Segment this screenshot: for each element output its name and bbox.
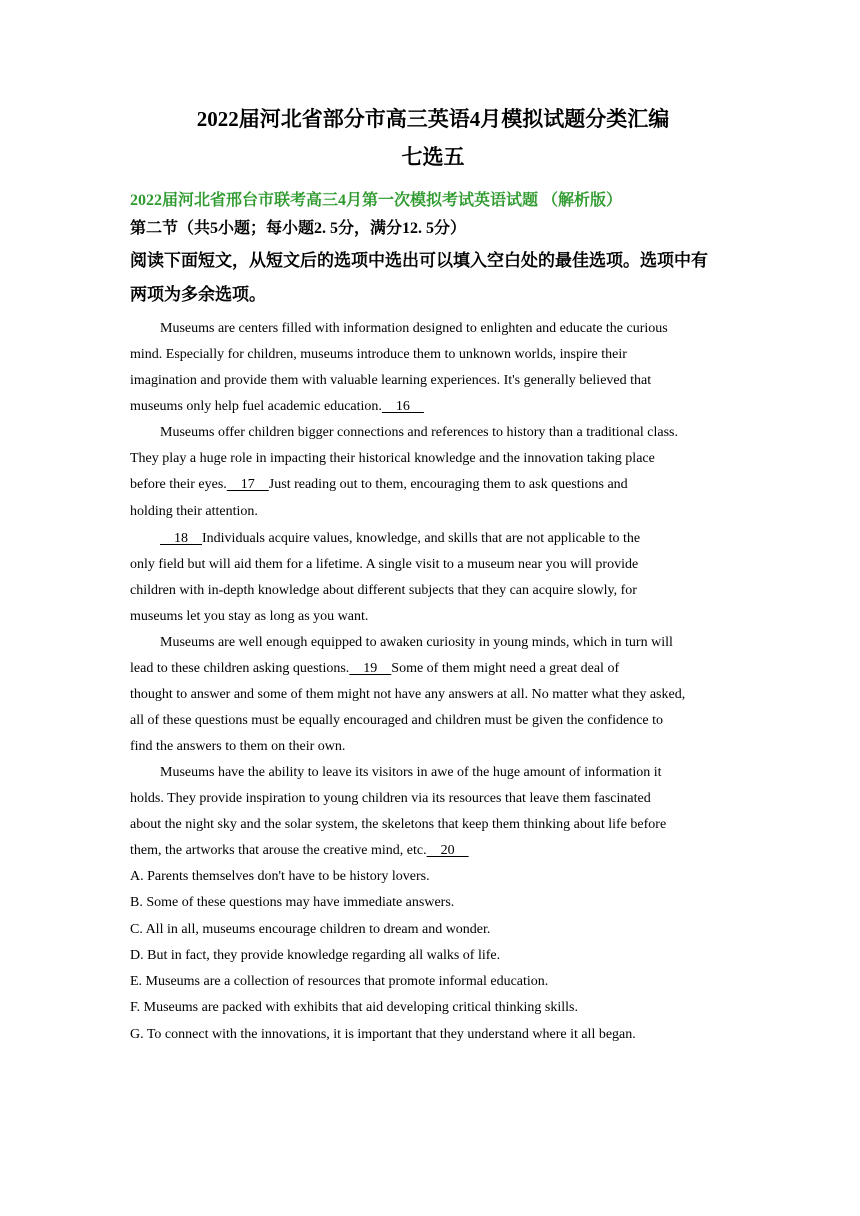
- paragraph-line: Museums offer children bigger connections and references to history than a traditional class.: [160, 425, 678, 440]
- passage-paragraph-5: [130, 760, 736, 864]
- passage-paragraph-2: [130, 420, 736, 526]
- document-title: 2022届河北省部分市高三英语4月模拟试题分类汇编: [196, 107, 670, 131]
- option-f: F. Museums are packed with exhibits that aid developing critical thinking skills.: [130, 1000, 578, 1016]
- blank-19: 19: [349, 661, 392, 676]
- passage-paragraph-1: [130, 316, 736, 420]
- document-page: [130, 100, 736, 1048]
- paragraph-text: Individuals acquire values, knowledge, and skills that are not applicable to the: [202, 531, 641, 546]
- paragraph-line: thought to answer and some of them might not have any answers at all. No matter what they asked,: [130, 687, 686, 702]
- blank-20: 20: [426, 843, 469, 858]
- paragraph-line: about the night sky and the solar system, the skeletons that keep them thinking about life before: [130, 817, 667, 832]
- option-d: D. But in fact, they provide knowledge regarding all walks of life.: [130, 947, 501, 963]
- option-b: B. Some of these questions may have immediate answers.: [130, 895, 455, 911]
- paragraph-line: Museums have the ability to leave its visitors in awe of the huge amount of information it: [160, 765, 662, 780]
- blank-17: 17: [226, 477, 269, 492]
- paragraph-text: museums only help fuel academic education.: [130, 399, 382, 414]
- paragraph-line: Museums are well enough equipped to awaken curiosity in young minds, which in turn will: [160, 635, 673, 650]
- paragraph-line: mind. Especially for children, museums introduce them to unknown worlds, inspire their: [130, 347, 627, 362]
- paragraph-text: lead to these children asking questions.: [130, 661, 350, 676]
- paragraph-text: them, the artworks that arouse the creative mind, etc.: [130, 843, 427, 858]
- paragraph-line: [130, 526, 736, 552]
- paragraph-text: Some of them might need a great deal of: [391, 661, 620, 676]
- instructions-line-1: 阅读下面短文，从短文后的选项中选出可以填入空白处的最佳选项。选项中有: [130, 251, 708, 270]
- blank-16: 16: [381, 399, 424, 414]
- passage-paragraph-3: [130, 526, 736, 630]
- instructions-line-2: 两项为多余选项。: [130, 285, 266, 304]
- option-e: E. Museums are a collection of resources that promote informal education.: [130, 974, 549, 990]
- paragraph-line: Museums are centers filled with information designed to enlighten and educate the curious: [160, 321, 668, 336]
- paragraph-text: Just reading out to them, encouraging them to ask questions and: [268, 477, 628, 492]
- paragraph-line: [130, 838, 736, 864]
- paragraph-line: [130, 472, 736, 498]
- paragraph-line: They play a huge role in impacting their historical knowledge and the innovation taking place: [130, 451, 655, 466]
- blank-18: 18: [160, 531, 202, 546]
- paragraph-line: holds. They provide inspiration to young children via its resources that leave them fascinated: [130, 791, 651, 806]
- paragraph-line: museums let you stay as long as you want.: [130, 609, 369, 624]
- paragraph-line: all of these questions must be equally encouraged and children must be given the confidence to: [130, 713, 664, 728]
- paragraph-text: before their eyes.: [130, 477, 227, 492]
- paragraph-line: [130, 656, 736, 682]
- paragraph-line: holding their attention.: [130, 504, 258, 519]
- passage-paragraph-4: [130, 630, 736, 760]
- exam-source-title: 2022届河北省邢台市联考高三4月第一次模拟考试英语试题 （解析版）: [130, 192, 623, 209]
- option-a: A. Parents themselves don't have to be history lovers.: [130, 869, 430, 884]
- option-g: G. To connect with the innovations, it is important that they understand where it all began.: [130, 1026, 636, 1042]
- document-subtitle: 七选五: [401, 145, 465, 169]
- paragraph-line: [130, 394, 736, 420]
- paragraph-line: children with in-depth knowledge about different subjects that they can acquire slowly, for: [130, 583, 637, 598]
- paragraph-line: find the answers to them on their own.: [130, 739, 346, 754]
- paragraph-line: only field but will aid them for a lifetime. A single visit to a museum near you will provide: [130, 557, 639, 572]
- answer-options: [130, 864, 736, 1048]
- section-instructions: [130, 244, 736, 312]
- section-heading: 第二节（共5小题；每小题2. 5分，满分12. 5分）: [130, 220, 467, 237]
- option-c: C. All in all, museums encourage children to dream and wonder.: [130, 921, 491, 937]
- paragraph-line: imagination and provide them with valuable learning experiences. It's generally believed that: [130, 373, 652, 388]
